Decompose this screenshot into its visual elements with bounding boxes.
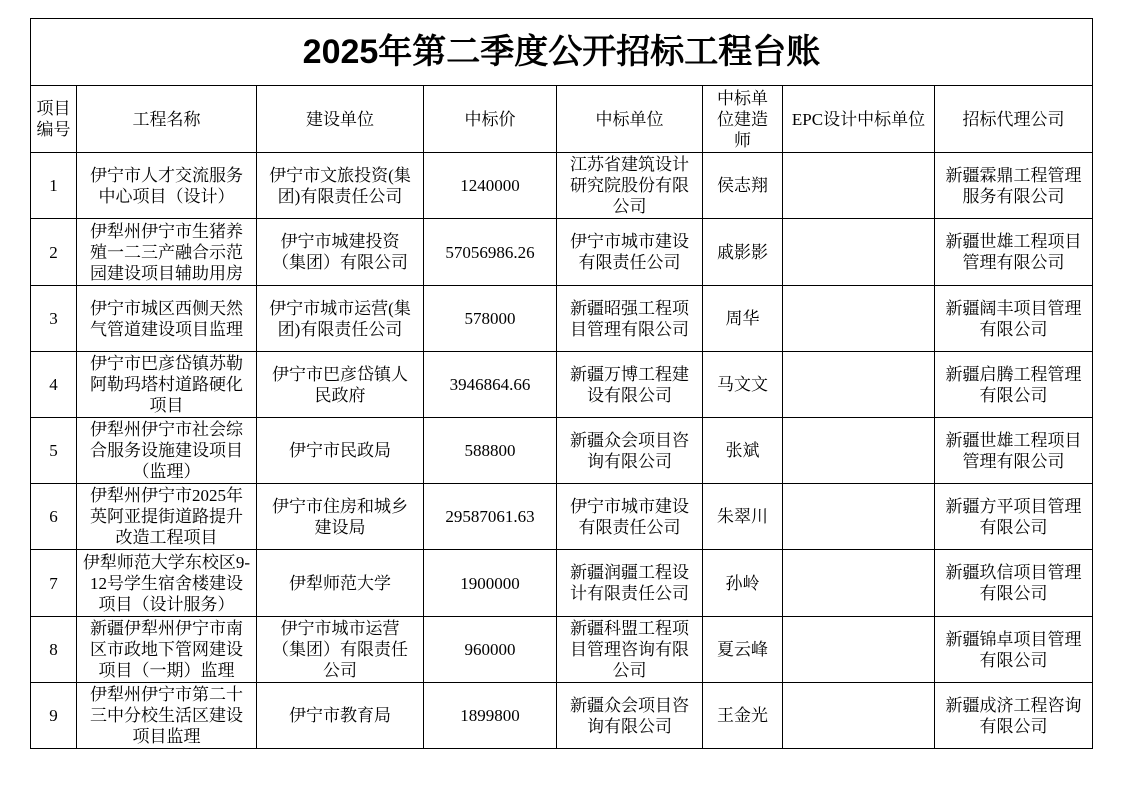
constructor: 侯志翔 (703, 153, 782, 218)
header-bid-price: 中标价 (424, 86, 556, 152)
winning-bidder: 新疆众会项目咨询有限公司 (557, 683, 702, 748)
project-name: 伊宁市城区西侧天然气管道建设项目监理 (77, 286, 256, 351)
owner: 伊宁市民政局 (257, 418, 423, 483)
tender-agent: 新疆锦卓项目管理有限公司 (935, 617, 1092, 682)
epc-design-winner (783, 550, 934, 616)
epc-design-winner (783, 617, 934, 682)
tender-agent: 新疆成济工程咨询有限公司 (935, 683, 1092, 748)
winning-bidder: 新疆润疆工程设计有限责任公司 (557, 550, 702, 616)
owner: 伊宁市教育局 (257, 683, 423, 748)
bid-price: 1900000 (424, 550, 556, 616)
constructor: 张斌 (703, 418, 782, 483)
owner: 伊宁市住房和城乡建设局 (257, 484, 423, 549)
item-number: 9 (31, 683, 76, 748)
constructor: 马文文 (703, 352, 782, 417)
header-owner: 建设单位 (257, 86, 423, 152)
constructor: 夏云峰 (703, 617, 782, 682)
epc-design-winner (783, 352, 934, 417)
constructor: 孙岭 (703, 550, 782, 616)
winning-bidder: 伊宁市城市建设有限责任公司 (557, 219, 702, 285)
constructor: 周华 (703, 286, 782, 351)
bid-price: 960000 (424, 617, 556, 682)
project-name: 伊宁市巴彦岱镇苏勒阿勒玛塔村道路硬化项目 (77, 352, 256, 417)
tender-agent: 新疆世雄工程项目管理有限公司 (935, 219, 1092, 285)
epc-design-winner (783, 153, 934, 218)
constructor: 朱翠川 (703, 484, 782, 549)
ledger-title: 2025年第二季度公开招标工程台账 (31, 19, 1092, 85)
winning-bidder: 江苏省建筑设计研究院股份有限公司 (557, 153, 702, 218)
owner: 伊宁市巴彦岱镇人民政府 (257, 352, 423, 417)
item-number: 4 (31, 352, 76, 417)
epc-design-winner (783, 286, 934, 351)
project-name: 伊犁师范大学东校区9-12号学生宿舍楼建设项目（设计服务） (77, 550, 256, 616)
constructor: 王金光 (703, 683, 782, 748)
epc-design-winner (783, 484, 934, 549)
epc-design-winner (783, 418, 934, 483)
project-name: 伊犁州伊宁市生猪养殖一二三产融合示范园建设项目辅助用房 (77, 219, 256, 285)
header-winning-bidder: 中标单位 (557, 86, 702, 152)
winning-bidder: 新疆昭强工程项目管理有限公司 (557, 286, 702, 351)
item-number: 1 (31, 153, 76, 218)
owner: 伊宁市城市运营(集团)有限责任公司 (257, 286, 423, 351)
bid-price: 1240000 (424, 153, 556, 218)
tender-agent: 新疆玖信项目管理有限公司 (935, 550, 1092, 616)
item-number: 8 (31, 617, 76, 682)
project-name: 伊犁州伊宁市第二十三中分校生活区建设项目监理 (77, 683, 256, 748)
epc-design-winner (783, 219, 934, 285)
tender-agent: 新疆世雄工程项目管理有限公司 (935, 418, 1092, 483)
bid-price: 588800 (424, 418, 556, 483)
item-number: 5 (31, 418, 76, 483)
tender-agent: 新疆启腾工程管理有限公司 (935, 352, 1092, 417)
winning-bidder: 伊宁市城市建设有限责任公司 (557, 484, 702, 549)
project-name: 新疆伊犁州伊宁市南区市政地下管网建设项目（一期）监理 (77, 617, 256, 682)
header-project-name: 工程名称 (77, 86, 256, 152)
item-number: 2 (31, 219, 76, 285)
tender-agent: 新疆霖鼎工程管理服务有限公司 (935, 153, 1092, 218)
bid-price: 578000 (424, 286, 556, 351)
header-constructor: 中标单位建造师 (703, 86, 782, 152)
project-name: 伊宁市人才交流服务中心项目（设计） (77, 153, 256, 218)
epc-design-winner (783, 683, 934, 748)
bid-price: 57056986.26 (424, 219, 556, 285)
header-epc-design-winner: EPC设计中标单位 (783, 86, 934, 152)
owner: 伊宁市文旅投资(集团)有限责任公司 (257, 153, 423, 218)
project-name: 伊犁州伊宁市2025年英阿亚提街道路提升改造工程项目 (77, 484, 256, 549)
constructor: 戚影影 (703, 219, 782, 285)
owner: 伊宁市城市运营（集团）有限责任公司 (257, 617, 423, 682)
bid-price: 1899800 (424, 683, 556, 748)
tender-agent: 新疆阔丰项目管理有限公司 (935, 286, 1092, 351)
bid-price: 3946864.66 (424, 352, 556, 417)
winning-bidder: 新疆众会项目咨询有限公司 (557, 418, 702, 483)
item-number: 3 (31, 286, 76, 351)
tender-agent: 新疆方平项目管理有限公司 (935, 484, 1092, 549)
bid-price: 29587061.63 (424, 484, 556, 549)
tender-ledger-table (30, 18, 1093, 749)
winning-bidder: 新疆科盟工程项目管理咨询有限公司 (557, 617, 702, 682)
owner: 伊宁市城建投资（集团）有限公司 (257, 219, 423, 285)
winning-bidder: 新疆万博工程建设有限公司 (557, 352, 702, 417)
project-name: 伊犁州伊宁市社会综合服务设施建设项目（监理） (77, 418, 256, 483)
header-item-number: 项目编号 (31, 86, 76, 152)
owner: 伊犁师范大学 (257, 550, 423, 616)
item-number: 6 (31, 484, 76, 549)
item-number: 7 (31, 550, 76, 616)
header-tender-agent: 招标代理公司 (935, 86, 1092, 152)
